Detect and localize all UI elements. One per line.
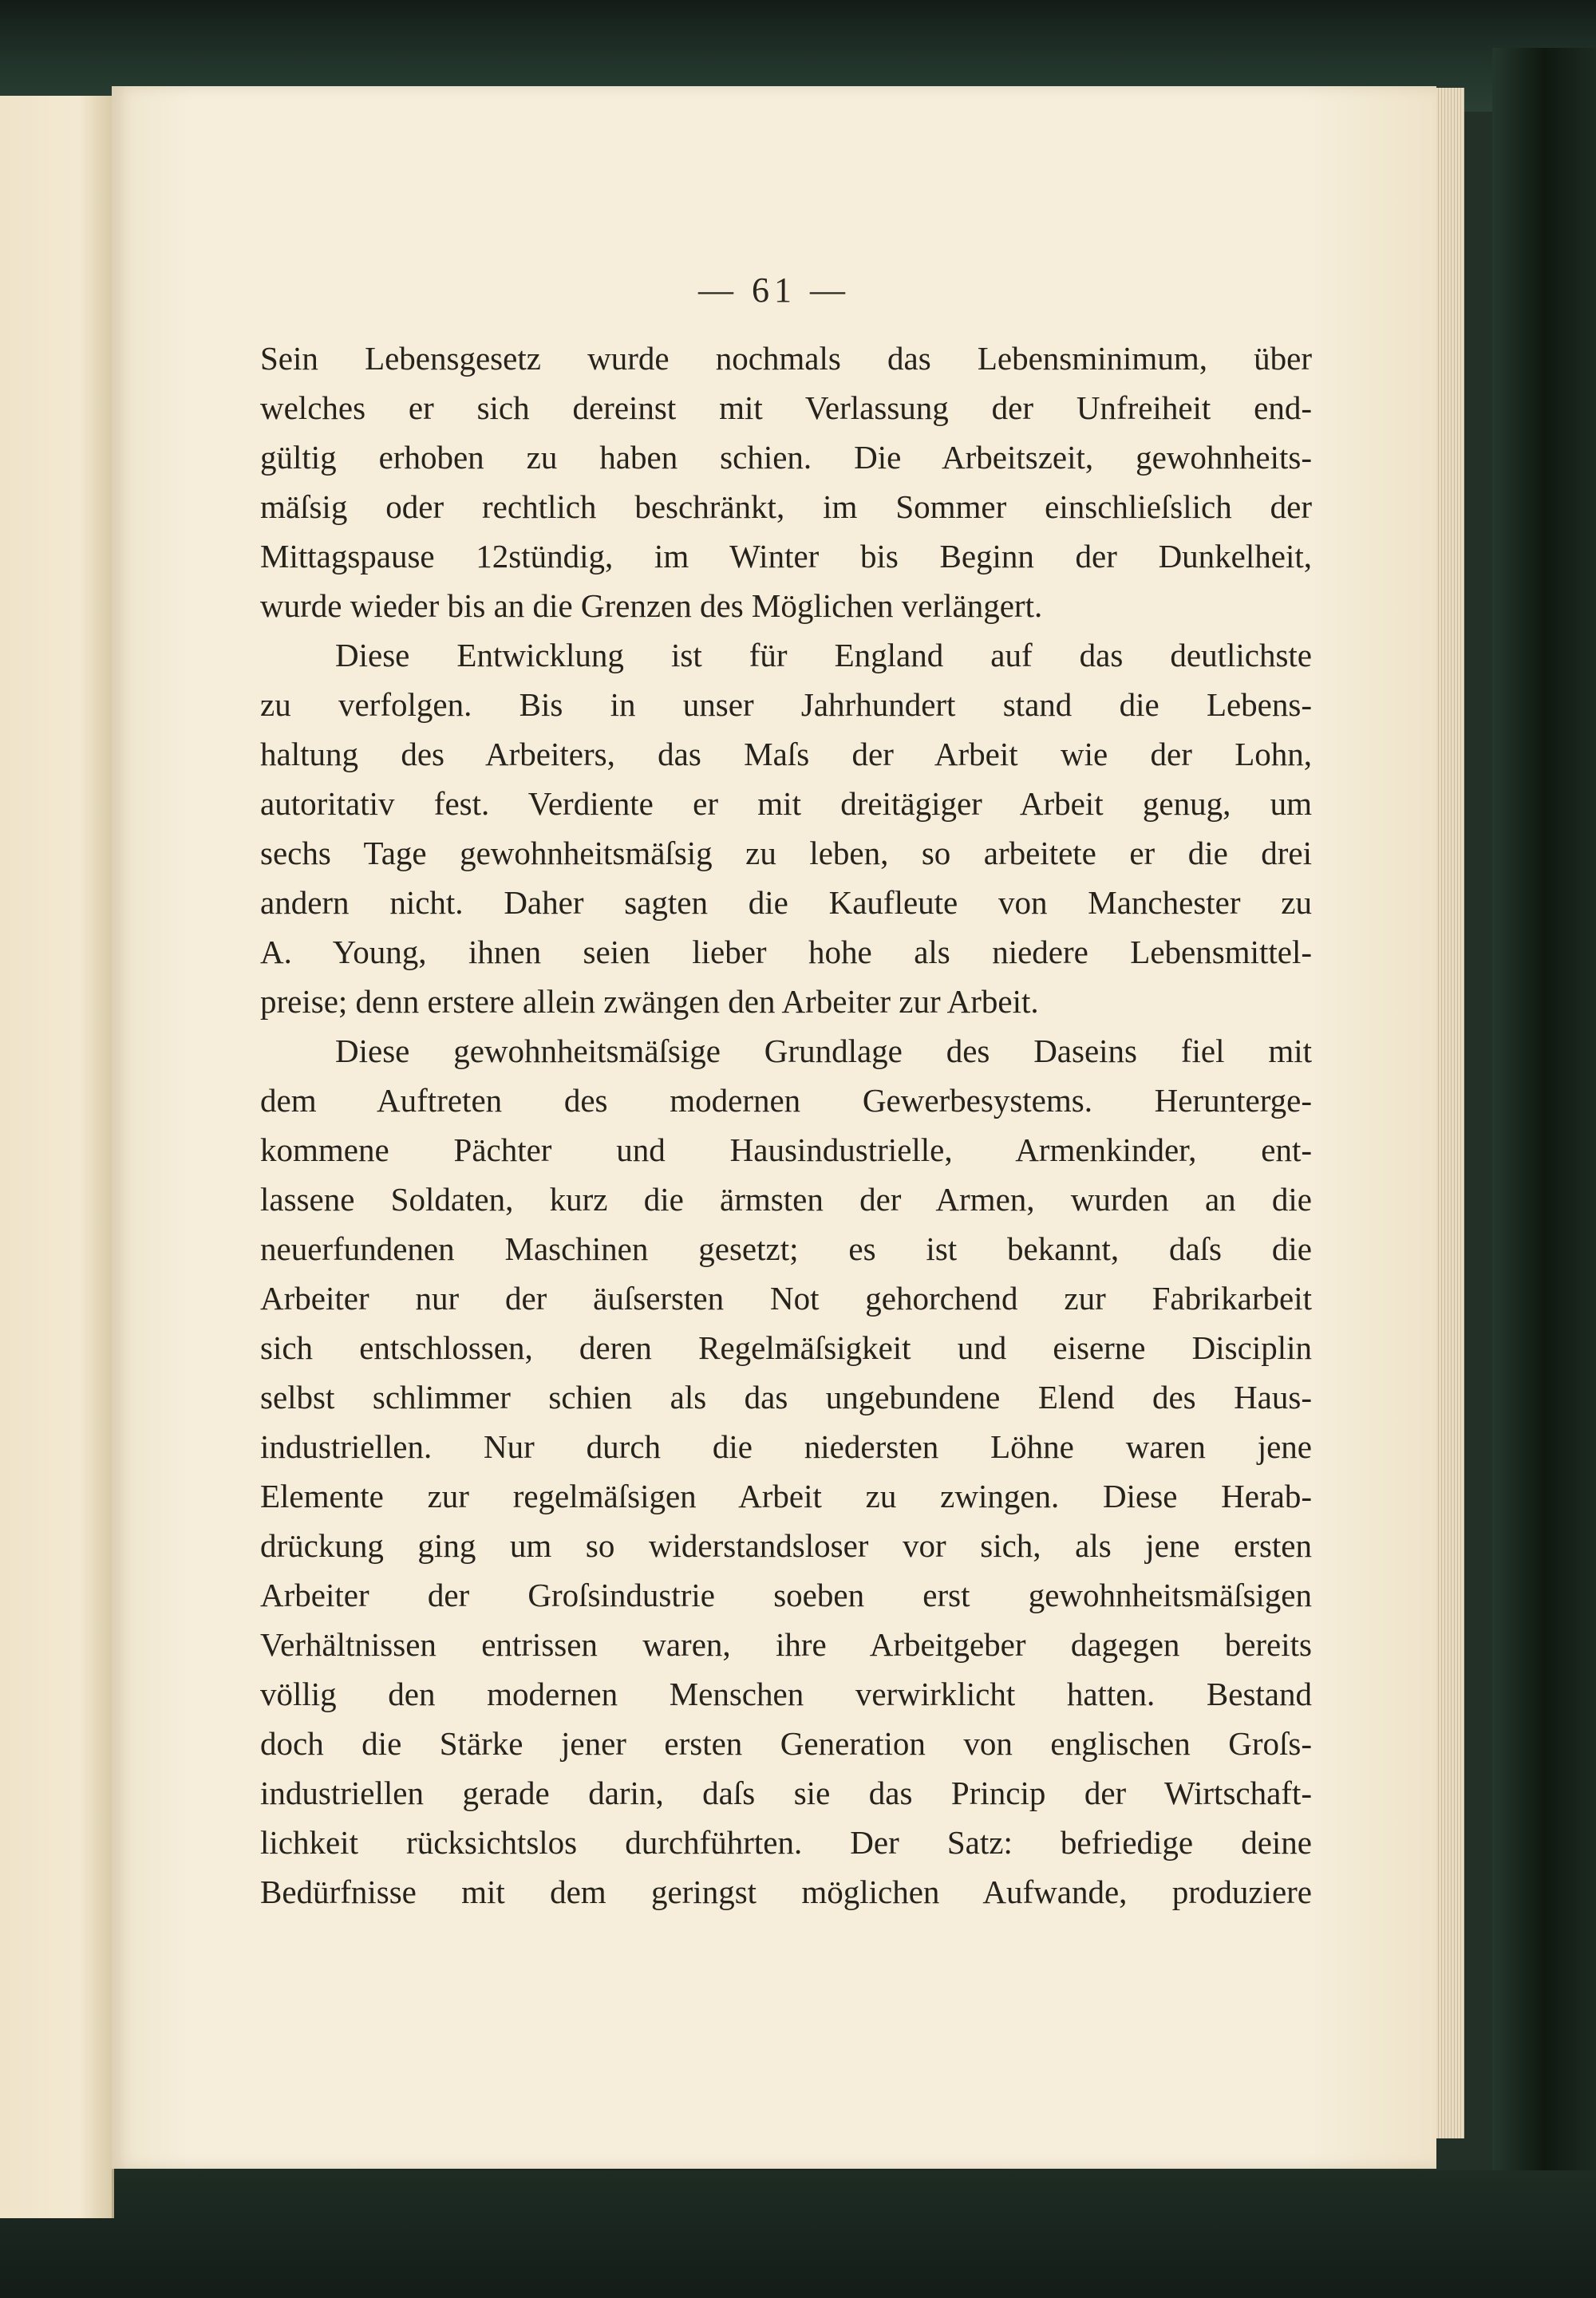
book-page — [112, 86, 1436, 2169]
text-line: mäſsig oder rechtlich beschränkt, im Sommer einschlieſslich der — [260, 488, 1312, 525]
page-edges-stack — [1432, 88, 1464, 2138]
text-line: Arbeiter der Groſsindustrie soeben erst gewohnheitsmäſsigen — [260, 1577, 1312, 1613]
facing-page-sliver — [0, 96, 114, 2218]
text-line: Mittagspause 12stündig, im Winter bis Beginn der Dunkelheit, — [260, 538, 1312, 574]
text-line: lassene Soldaten, kurz die ärmsten der Armen, wurden an die — [260, 1181, 1312, 1218]
text-line: haltung des Arbeiters, das Maſs der Arbeit wie der Lohn, — [260, 736, 1312, 772]
text-line: zu verfolgen. Bis in unser Jahrhundert stand die Lebens- — [260, 686, 1312, 723]
book-cover-bottom-edge — [0, 2170, 1596, 2298]
text-line: völlig den modernen Menschen verwirklicht hatten. Bestand — [260, 1676, 1312, 1712]
text-line: welches er sich dereinst mit Verlassung der Unfreiheit end- — [260, 389, 1312, 426]
text-line: selbst schlimmer schien als das ungebundene Elend des Haus- — [260, 1379, 1312, 1416]
text-line: Bedürfnisse mit dem geringst möglichen Aufwande, produziere — [260, 1874, 1312, 1910]
text-line: lichkeit rücksichtslos durchführten. Der Satz: befriedige deine — [260, 1824, 1312, 1861]
text-line: industriellen. Nur durch die niedersten Löhne waren jene — [260, 1428, 1312, 1465]
text-line: Verhältnissen entrissen waren, ihre Arbeitgeber dagegen bereits — [260, 1626, 1312, 1663]
body-text — [260, 334, 1312, 1917]
text-line: A. Young, ihnen seien lieber hohe als niedere Lebensmittel- — [260, 934, 1312, 970]
text-line: autoritativ fest. Verdiente er mit dreitägiger Arbeit genug, um — [260, 785, 1312, 822]
text-line: Sein Lebensgesetz wurde nochmals das Lebensminimum, über — [260, 340, 1312, 377]
book-cover-right-edge — [1492, 48, 1596, 2298]
text-line: preise; denn erstere allein zwängen den Arbeiter zur Arbeit. — [260, 983, 1039, 1020]
text-line: dem Auftreten des modernen Gewerbesystems. Herunterge- — [260, 1082, 1312, 1119]
page-number: — 61 — — [698, 270, 850, 310]
text-line: gültig erhoben zu haben schien. Die Arbeitszeit, gewohnheits- — [260, 439, 1312, 476]
text-line: doch die Stärke jener ersten Generation von englischen Groſs- — [260, 1725, 1312, 1762]
text-line: industriellen gerade darin, daſs sie das Princip der Wirtschaft- — [260, 1775, 1312, 1811]
text-line: neuerfundenen Maschinen gesetzt; es ist bekannt, daſs die — [260, 1230, 1312, 1267]
text-line: sechs Tage gewohnheitsmäſsig zu leben, so arbeitete er die drei — [260, 835, 1312, 871]
text-line: wurde wieder bis an die Grenzen des Möglichen verlängert. — [260, 587, 1043, 624]
text-line: Diese Entwicklung ist für England auf das deutlichste — [335, 637, 1312, 673]
text-line: andern nicht. Daher sagten die Kaufleute von Manchester zu — [260, 884, 1312, 921]
text-line: drückung ging um so widerstandsloser vor sich, als jene ersten — [260, 1527, 1312, 1564]
text-line: sich entschlossen, deren Regelmäſsigkeit und eiserne Disciplin — [260, 1329, 1312, 1366]
text-line: Arbeiter nur der äuſsersten Not gehorchend zur Fabrikarbeit — [260, 1280, 1312, 1317]
text-line: Elemente zur regelmäſsigen Arbeit zu zwingen. Diese Herab- — [260, 1478, 1312, 1514]
text-line: kommene Pächter und Hausindustrielle, Armenkinder, ent- — [260, 1131, 1312, 1168]
text-line: Diese gewohnheitsmäſsige Grundlage des Daseins fiel mit — [335, 1033, 1312, 1069]
